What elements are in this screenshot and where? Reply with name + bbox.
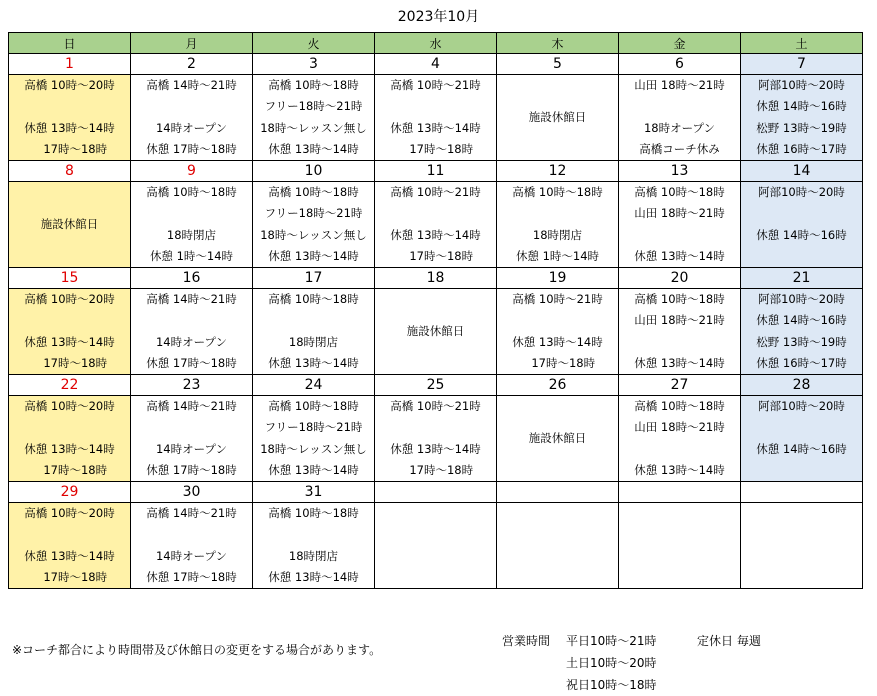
schedule-line — [619, 96, 740, 117]
schedule-line: 休憩 17時～18時 — [146, 462, 237, 477]
day-cell-tue — [253, 182, 375, 268]
schedule-line: 18時閉店 — [532, 227, 583, 242]
schedule-line — [741, 417, 862, 438]
day-cell-sun — [9, 182, 131, 268]
hours-holiday: 祝日10時～18時 — [566, 678, 657, 692]
schedule-line: 休憩 13時～14時 — [268, 248, 359, 263]
date-number-mon: 23 — [131, 375, 253, 396]
schedule-line — [9, 417, 130, 438]
coach-change-note: ※コーチ都合により時間帯及び休館日の変更をする場合があります。 — [12, 643, 382, 657]
schedule-line: 休憩 13時～14時 — [24, 548, 115, 563]
date-number-mon: 30 — [131, 482, 253, 503]
day-cell-sun — [9, 396, 131, 482]
date-number-tue: 24 — [253, 375, 375, 396]
schedule-line: 休憩 13時～14時 — [268, 462, 359, 477]
day-cell-tue — [253, 396, 375, 482]
schedule-line — [741, 203, 862, 224]
schedule-line — [9, 524, 130, 545]
date-row — [9, 375, 863, 396]
closed-day-label: 施設休館日 — [528, 110, 587, 124]
date-number-sat: 28 — [741, 375, 863, 396]
schedule-line: 松野 13時～19時 — [756, 334, 847, 349]
day-cell-wed — [375, 503, 497, 589]
day-cell-fri — [619, 182, 741, 268]
schedule-line: 高橋 14時～21時 — [146, 506, 237, 520]
weekday-header-row — [9, 33, 863, 54]
date-row — [9, 54, 863, 75]
schedule-line — [375, 203, 496, 224]
day-cell-tue — [253, 503, 375, 589]
schedule-line: 18時閉店 — [166, 227, 217, 242]
closed-day-label: 施設休館日 — [40, 217, 99, 231]
date-number-thu: 12 — [497, 161, 619, 182]
closed-day: 定休日 毎週 — [697, 634, 761, 648]
day-cell-wed — [375, 396, 497, 482]
schedule-line — [375, 96, 496, 117]
date-number-sat: 21 — [741, 268, 863, 289]
date-row — [9, 482, 863, 503]
date-number-tue: 10 — [253, 161, 375, 182]
schedule-line: 18時閉店 — [288, 548, 339, 563]
date-number-tue: 17 — [253, 268, 375, 289]
schedule-line: 休憩 17時～18時 — [146, 355, 237, 370]
schedule-line: 休憩 17時～18時 — [146, 141, 237, 156]
date-number-sun: 1 — [9, 54, 131, 75]
schedule-row — [9, 289, 863, 375]
schedule-row — [9, 503, 863, 589]
date-number-wed — [375, 482, 497, 503]
day-cell-mon — [131, 289, 253, 375]
schedule-line — [131, 310, 252, 331]
schedule-line: 18時オープン — [643, 120, 716, 135]
day-cell-thu — [497, 182, 619, 268]
schedule-line: 休憩 1時～14時 — [515, 248, 600, 263]
date-number-fri: 27 — [619, 375, 741, 396]
day-cell-sat — [741, 503, 863, 589]
date-number-wed: 4 — [375, 54, 497, 75]
date-number-wed: 11 — [375, 161, 497, 182]
schedule-line: 高橋 14時～21時 — [146, 399, 237, 413]
schedule-line — [619, 332, 740, 353]
date-row — [9, 161, 863, 182]
schedule-line — [741, 460, 862, 481]
schedule-line — [619, 225, 740, 246]
schedule-line: 高橋 10時～18時 — [634, 185, 725, 199]
day-cell-tue — [253, 289, 375, 375]
day-cell-sun — [9, 75, 131, 161]
schedule-line: 高橋 10時～20時 — [24, 506, 115, 520]
schedule-line: 山田 18時～21時 — [634, 313, 725, 328]
schedule-line: 休憩 17時～18時 — [146, 569, 237, 584]
day-cell-thu — [497, 75, 619, 161]
schedule-line: 高橋コーチ休み — [639, 141, 720, 156]
schedule-line: 休憩 14時～16時 — [756, 227, 847, 242]
date-number-mon: 9 — [131, 161, 253, 182]
day-cell-sat — [741, 75, 863, 161]
schedule-line: 山田 18時～21時 — [634, 78, 725, 92]
hours-saturday: 土日10時～20時 — [566, 656, 657, 670]
day-cell-fri — [619, 396, 741, 482]
schedule-line: 17時～18時 — [397, 141, 474, 156]
schedule-line: 松野 13時～19時 — [756, 120, 847, 135]
schedule-line: 高橋 10時～21時 — [390, 185, 481, 199]
hours-label: 営業時間 — [502, 634, 551, 648]
day-cell-thu — [497, 503, 619, 589]
schedule-line: 18時～レッスン無し — [260, 441, 367, 456]
weekday-wed: 水 — [375, 33, 497, 54]
schedule-line: 山田 18時～21時 — [634, 206, 725, 221]
day-cell-sat — [741, 289, 863, 375]
day-cell-tue — [253, 75, 375, 161]
weekday-tue: 火 — [253, 33, 375, 54]
hours-weekday: 平日10時～21時 — [566, 634, 657, 648]
schedule-line: 休憩 13時～14時 — [634, 462, 725, 477]
schedule-line — [9, 96, 130, 117]
schedule-line: 高橋 10時～18時 — [634, 399, 725, 413]
schedule-line: 阿部10時～20時 — [758, 292, 845, 306]
day-cell-sun — [9, 289, 131, 375]
weekday-fri: 金 — [619, 33, 741, 54]
schedule-line: 休憩 13時～14時 — [390, 227, 481, 242]
schedule-line: 17時～18時 — [397, 248, 474, 263]
schedule-line: 阿部10時～20時 — [758, 399, 845, 413]
date-number-tue: 3 — [253, 54, 375, 75]
closed-day-label: 施設休館日 — [528, 431, 587, 445]
schedule-line: 高橋 10時～18時 — [512, 185, 603, 199]
date-row — [9, 268, 863, 289]
schedule-row — [9, 396, 863, 482]
schedule-line: 休憩 13時～14時 — [390, 120, 481, 135]
schedule-line: 休憩 13時～14時 — [268, 569, 359, 584]
day-cell-fri — [619, 75, 741, 161]
schedule-line: 山田 18時～21時 — [634, 420, 725, 435]
day-cell-sat — [741, 182, 863, 268]
schedule-line: 休憩 13時～14時 — [390, 441, 481, 456]
schedule-line: 17時～18時 — [31, 569, 108, 584]
schedule-line: 18時～レッスン無し — [260, 120, 367, 135]
schedule-line: 高橋 10時～18時 — [268, 185, 359, 199]
schedule-line — [497, 203, 618, 224]
schedule-line — [131, 203, 252, 224]
date-number-sat — [741, 482, 863, 503]
schedule-line: 17時～18時 — [31, 462, 108, 477]
schedule-line — [131, 417, 252, 438]
day-cell-thu — [497, 396, 619, 482]
schedule-line: 高橋 10時～21時 — [390, 399, 481, 413]
schedule-line: 17時～18時 — [397, 462, 474, 477]
schedule-line: 休憩 13時～14時 — [24, 441, 115, 456]
schedule-line — [619, 439, 740, 460]
schedule-line: フリー18時～21時 — [264, 206, 363, 221]
schedule-line: 14時オープン — [155, 334, 228, 349]
date-number-sun: 15 — [9, 268, 131, 289]
day-cell-fri — [619, 503, 741, 589]
schedule-row — [9, 182, 863, 268]
schedule-line: 高橋 10時～18時 — [634, 292, 725, 306]
schedule-line: 高橋 10時～18時 — [268, 78, 359, 92]
schedule-calendar — [8, 32, 863, 589]
schedule-line: フリー18時～21時 — [264, 99, 363, 114]
schedule-line: 休憩 13時～14時 — [24, 120, 115, 135]
date-number-wed: 25 — [375, 375, 497, 396]
schedule-row — [9, 75, 863, 161]
schedule-line — [253, 310, 374, 331]
schedule-line: 14時オープン — [155, 441, 228, 456]
day-cell-sat — [741, 396, 863, 482]
day-cell-mon — [131, 396, 253, 482]
date-number-fri: 20 — [619, 268, 741, 289]
schedule-line: 高橋 10時～18時 — [268, 399, 359, 413]
day-cell-wed — [375, 289, 497, 375]
date-number-sun: 8 — [9, 161, 131, 182]
schedule-line: 18時～レッスン無し — [260, 227, 367, 242]
schedule-line: 休憩 14時～16時 — [756, 313, 847, 328]
schedule-line: 休憩 13時～14時 — [634, 355, 725, 370]
date-number-sat: 7 — [741, 54, 863, 75]
schedule-line: 高橋 10時～20時 — [24, 78, 115, 92]
date-number-sun: 29 — [9, 482, 131, 503]
day-cell-sun — [9, 503, 131, 589]
date-number-sun: 22 — [9, 375, 131, 396]
schedule-line: 高橋 14時～21時 — [146, 78, 237, 92]
schedule-line: 14時オープン — [155, 548, 228, 563]
schedule-line — [253, 524, 374, 545]
day-cell-wed — [375, 75, 497, 161]
schedule-line: 高橋 10時～21時 — [512, 292, 603, 306]
weekday-thu: 木 — [497, 33, 619, 54]
weekday-sun: 日 — [9, 33, 131, 54]
date-number-thu: 5 — [497, 54, 619, 75]
schedule-line: 休憩 16時～17時 — [756, 355, 847, 370]
schedule-line: 休憩 13時～14時 — [634, 248, 725, 263]
schedule-line — [497, 310, 618, 331]
date-number-tue: 31 — [253, 482, 375, 503]
schedule-line: 休憩 13時～14時 — [512, 334, 603, 349]
schedule-line: フリー18時～21時 — [264, 420, 363, 435]
schedule-line: 17時～18時 — [31, 141, 108, 156]
date-number-fri: 6 — [619, 54, 741, 75]
schedule-line: 17時～18時 — [31, 355, 108, 370]
date-number-fri — [619, 482, 741, 503]
day-cell-mon — [131, 75, 253, 161]
schedule-line: 休憩 13時～14時 — [268, 355, 359, 370]
schedule-line: 休憩 1時～14時 — [149, 248, 234, 263]
schedule-line: 高橋 10時～20時 — [24, 399, 115, 413]
schedule-line: 14時オープン — [155, 120, 228, 135]
date-number-thu: 19 — [497, 268, 619, 289]
schedule-line: 高橋 14時～21時 — [146, 292, 237, 306]
schedule-line — [131, 524, 252, 545]
day-cell-thu — [497, 289, 619, 375]
date-number-sat: 14 — [741, 161, 863, 182]
day-cell-wed — [375, 182, 497, 268]
date-number-mon: 16 — [131, 268, 253, 289]
weekday-mon: 月 — [131, 33, 253, 54]
date-number-wed: 18 — [375, 268, 497, 289]
date-number-thu — [497, 482, 619, 503]
schedule-line: 高橋 10時～18時 — [268, 292, 359, 306]
weekday-sat: 土 — [741, 33, 863, 54]
date-number-thu: 26 — [497, 375, 619, 396]
calendar-title: 2023年10月 — [397, 9, 480, 25]
schedule-line — [9, 310, 130, 331]
schedule-line: 休憩 14時～16時 — [756, 441, 847, 456]
schedule-line — [375, 417, 496, 438]
schedule-line: 阿部10時～20時 — [758, 185, 845, 199]
day-cell-mon — [131, 503, 253, 589]
schedule-line: 18時閉店 — [288, 334, 339, 349]
closed-day-label: 施設休館日 — [406, 324, 465, 338]
schedule-line: 高橋 10時～21時 — [390, 78, 481, 92]
schedule-line — [741, 246, 862, 267]
day-cell-fri — [619, 289, 741, 375]
schedule-line — [131, 96, 252, 117]
schedule-line: 高橋 10時～18時 — [146, 185, 237, 199]
schedule-line: 阿部10時～20時 — [758, 78, 845, 92]
schedule-line: 休憩 13時～14時 — [24, 334, 115, 349]
schedule-line: 休憩 13時～14時 — [268, 141, 359, 156]
schedule-line: 高橋 10時～18時 — [268, 506, 359, 520]
date-number-fri: 13 — [619, 161, 741, 182]
date-number-mon: 2 — [131, 54, 253, 75]
schedule-line: 高橋 10時～20時 — [24, 292, 115, 306]
day-cell-mon — [131, 182, 253, 268]
schedule-line: 休憩 14時～16時 — [756, 99, 847, 114]
schedule-line: 17時～18時 — [519, 355, 596, 370]
schedule-line: 休憩 16時～17時 — [756, 141, 847, 156]
